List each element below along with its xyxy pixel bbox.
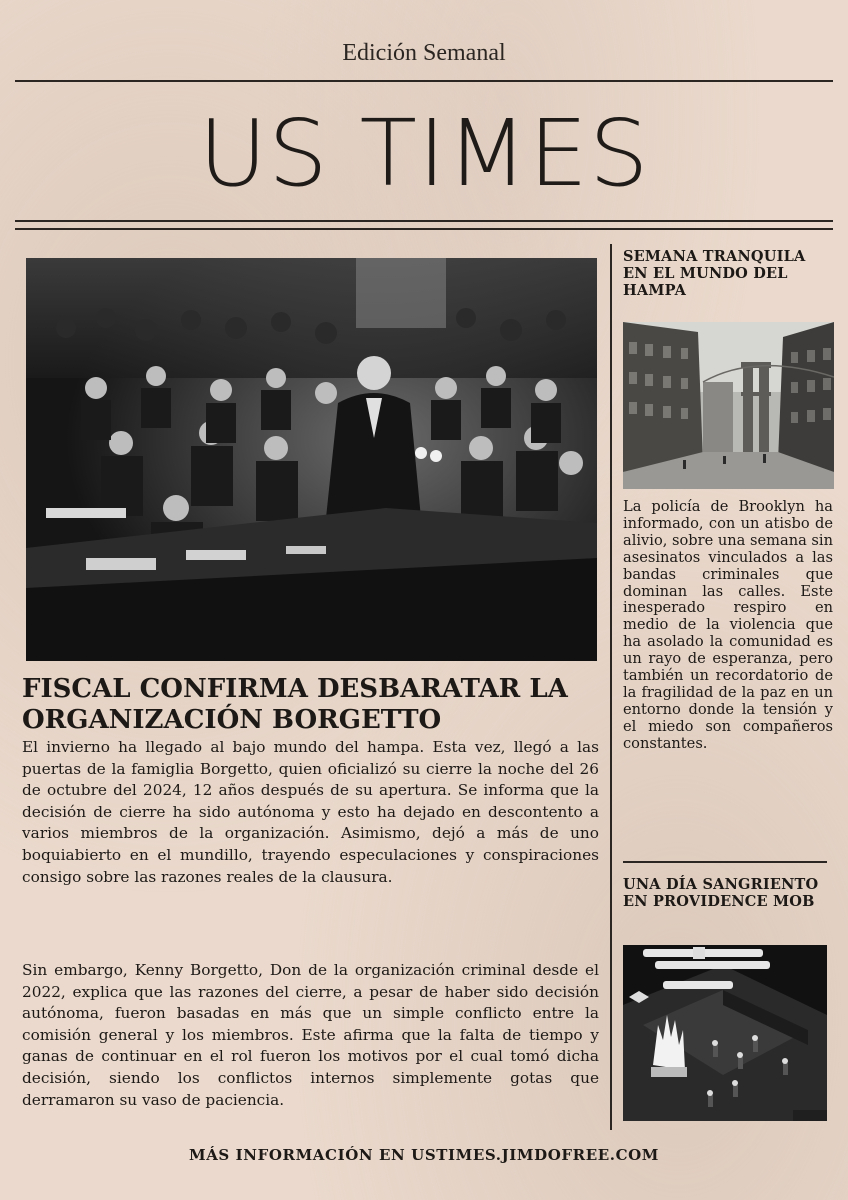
- sidebar-photo-2: [623, 945, 827, 1121]
- edition-label: Edición Semanal: [342, 40, 506, 66]
- courtroom-photo: [26, 258, 597, 661]
- main-paragraph-1: El invierno ha llegado al bajo mundo del hampa. Esta vez, llegó a las puertas de la famiglia Borgetto, quien oficializó su cierre la noche del 26 de octubre del 2024, 12 años después de su apertura. Se informa que la decisión de cierre ha sido autónoma y esto ha dejado en descontento a varios miembros de la organización. Asimismo, dejó a más de uno boquiabierto en el mundillo, trayendo especulaciones y conspiraciones consigo sobre las razones reales de la clausura.: [22, 738, 599, 886]
- sidebar-story1-title: SEMANA TRANQUILA EN EL MUNDO DEL HAMPA: [623, 248, 806, 299]
- sidebar-photo-1: [623, 322, 834, 489]
- game-screenshot: [623, 945, 827, 1121]
- street-bridge-photo: [623, 322, 834, 489]
- masthead-rule-lower: [15, 228, 833, 230]
- main-photo: [26, 258, 597, 661]
- column-divider: [610, 244, 612, 1130]
- masthead-rule-upper: [15, 220, 833, 222]
- main-headline: FISCAL CONFIRMA DESBARATAR LA ORGANIZACIÓN BORGETTO: [22, 674, 568, 735]
- sidebar-story1-text: La policía de Brooklyn ha informado, con un atisbo de alivio, sobre una semana sin asesinatos vinculados a las bandas criminales que dominan las calles. Este inesperado respiro en medio de la violencia que ha asolado la comunidad es un rayo de esperanza, pero también un recordatorio de la fragilidad de la paz en un entorno donde la tensión y el miedo son compañeros constantes.: [623, 498, 833, 752]
- masthead-title: US TIMES: [198, 100, 650, 207]
- main-paragraph-2: Sin embargo, Kenny Borgetto, Don de la organización criminal desde el 2022, explica que las razones del cierre, a pesar de haber sido decisión autónoma, fueron basadas en más que un simple conflicto entre la comisión general y los miembros. Este afirma que la falta de tiempo y ganas de continuar en el rol fueron los motivos por el cual tomó dicha decisión, siendo los conflictos internos simplemente gotas que derramaron su vaso de paciencia.: [22, 961, 599, 1109]
- footer-link: MÁS INFORMACIÓN EN USTIMES.JIMDOFREE.COM: [188, 1146, 660, 1164]
- sidebar-divider: [623, 861, 827, 863]
- top-rule: [15, 80, 833, 82]
- sidebar-story2-title: UNA DÍA SANGRIENTO EN PROVIDENCE MOB: [623, 876, 819, 910]
